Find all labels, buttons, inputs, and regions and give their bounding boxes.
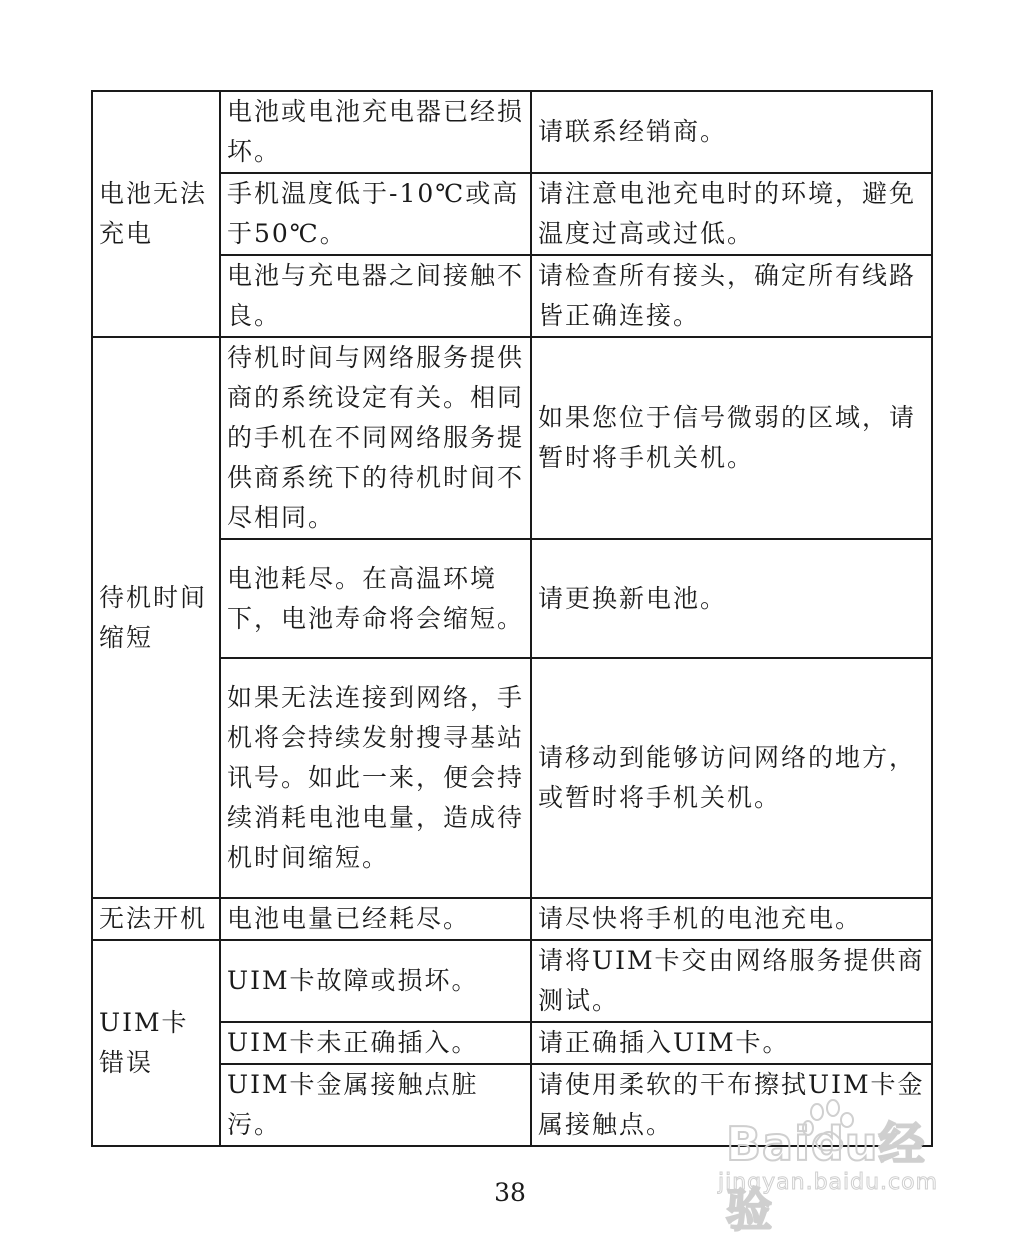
table-row xyxy=(92,940,932,1022)
baidu-jingyan-watermark xyxy=(718,1098,968,1237)
watermark-url: jingyan.baidu.com xyxy=(718,1170,939,1195)
cause-cell: UIM卡金属接触点脏污。 xyxy=(220,1064,531,1146)
solution-cell: 请将UIM卡交由网络服务提供商测试。 xyxy=(531,940,932,1022)
solution-cell: 请联系经销商。 xyxy=(531,91,932,173)
solution-cell: 如果您位于信号微弱的区域，请暂时将手机关机。 xyxy=(531,337,932,539)
problem-cell: 电池无法充电 xyxy=(92,91,220,337)
solution-cell: 请检查所有接头，确定所有线路皆正确连接。 xyxy=(531,255,932,337)
solution-cell: 请尽快将手机的电池充电。 xyxy=(531,898,932,940)
solution-cell: 请使用柔软的干布擦拭UIM卡金属接触点。 xyxy=(531,1064,932,1146)
problem-cell: UIM卡错误 xyxy=(92,940,220,1146)
cause-cell: UIM卡未正确插入。 xyxy=(220,1022,531,1064)
cause-cell: 电池与充电器之间接触不良。 xyxy=(220,255,531,337)
table-row xyxy=(92,91,932,173)
solution-cell: 请移动到能够访问网络的地方，或暂时将手机关机。 xyxy=(531,658,932,898)
problem-cell: 待机时间缩短 xyxy=(92,337,220,898)
cause-cell: 如果无法连接到网络，手机将会持续发射搜寻基站讯号。如此一来，便会持续消耗电池电量，造成待机时间缩短。 xyxy=(220,658,531,898)
problem-cell: 无法开机 xyxy=(92,898,220,940)
cause-cell: UIM卡故障或损坏。 xyxy=(220,940,531,1022)
cause-cell: 电池耗尽。在高温环境下，电池寿命将会缩短。 xyxy=(220,539,531,658)
solution-cell: 请正确插入UIM卡。 xyxy=(531,1022,932,1064)
cause-cell: 手机温度低于-10℃或高于50℃。 xyxy=(220,173,531,255)
cause-cell: 电池或电池充电器已经损坏。 xyxy=(220,91,531,173)
cause-cell: 待机时间与网络服务提供商的系统设定有关。相同的手机在不同网络服务提供商系统下的待机时间不尽相同。 xyxy=(220,337,531,539)
troubleshooting-table xyxy=(91,90,933,1147)
table-row xyxy=(92,337,932,539)
solution-cell: 请注意电池充电时的环境，避免温度过高或过低。 xyxy=(531,173,932,255)
solution-cell: 请更换新电池。 xyxy=(531,539,932,658)
table-row xyxy=(92,898,932,940)
watermark-logo: Baidu经验 xyxy=(726,1117,926,1237)
page-number: 38 xyxy=(494,1178,526,1207)
cause-cell: 电池电量已经耗尽。 xyxy=(220,898,531,940)
